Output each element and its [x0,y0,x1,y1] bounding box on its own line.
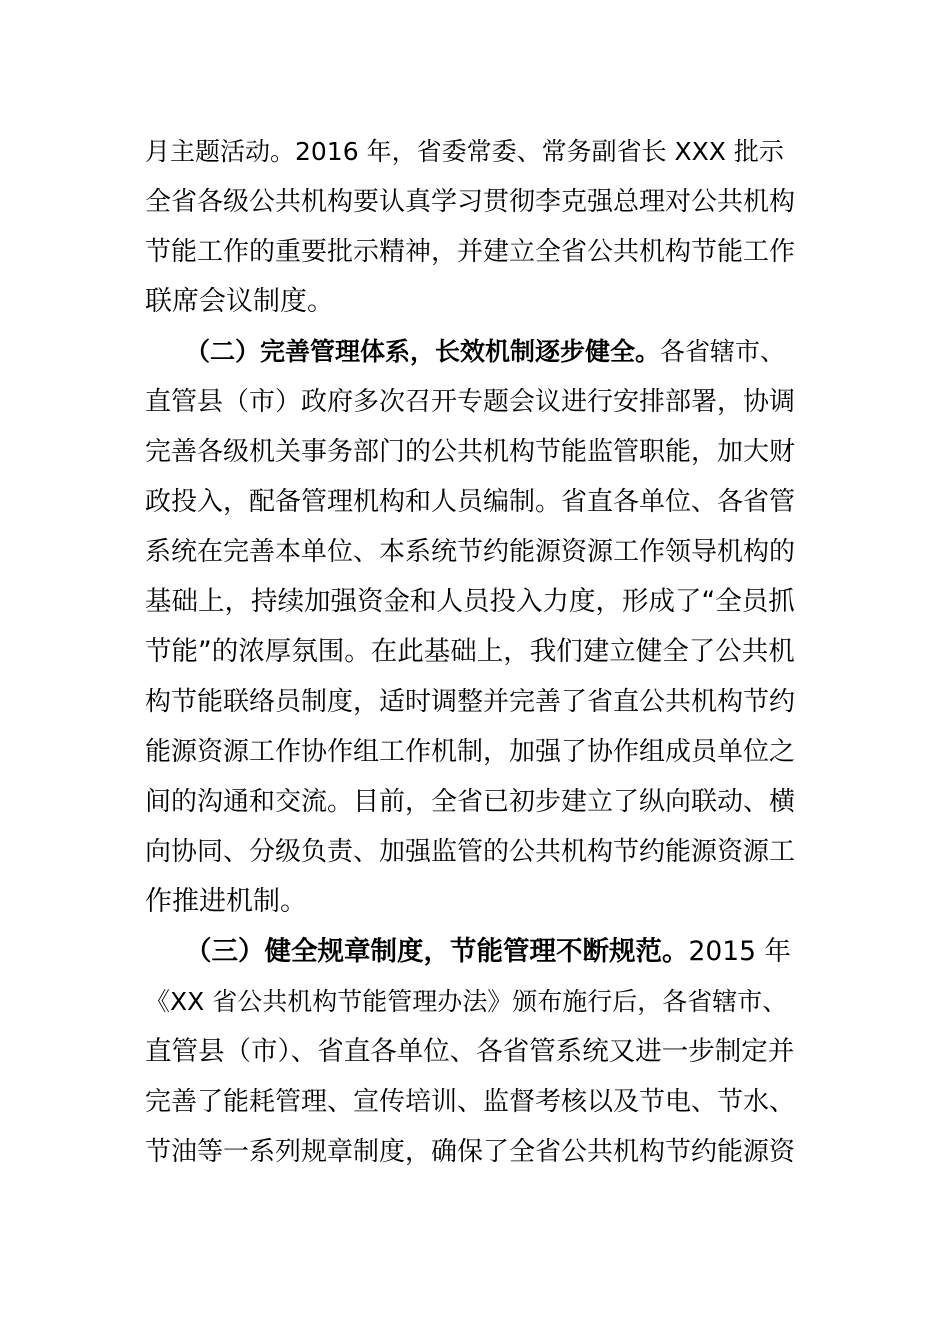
text-line: 《XX 省公共机构节能管理办法》颁布施行后，各省辖市、 [145,987,788,1016]
text-line: 基础上，持续加强资金和人员投入力度，形成了“全员抓 [145,586,795,617]
text-line: 政投入，配备管理机构和人员编制。省直各单位、各省管 [145,487,795,517]
section-3-first-line [185,936,795,968]
section-3-lead-text: 2015 年 [688,936,791,967]
text-line: 节油等一系列规章制度，确保了全省公共机构节约能源资 [145,1137,795,1167]
section-2-heading: （二）完善管理体系，长效机制逐步健全。 [185,337,661,366]
text-line: 直管县（市）、省直各单位、各省管系统又进一步制定并 [145,1036,795,1067]
section-2-first-line [185,336,795,368]
text-line: 完善各级机关事务部门的公共机构节能监管职能，加大财 [145,437,795,467]
text-line: 能源资源工作协作组工作机制，加强了协作组成员单位之 [145,737,795,767]
text-line: 节能”的浓厚氛围。在此基础上，我们建立健全了公共机 [145,636,795,667]
section-3-heading: （三）健全规章制度，节能管理不断规范。 [185,936,689,967]
text-line: 构节能联络员制度，适时调整并完善了省直公共机构节约 [145,687,795,717]
text-line: 节能工作的重要批示精神，并建立全省公共机构节能工作 [145,237,795,267]
text-line: 直管县（市）政府多次召开专题会议进行安排部署，协调 [145,387,795,417]
text-line: 系统在完善本单位、本系统节约能源资源工作领导机构的 [145,537,795,567]
text-line: 全省各级公共机构要认真学习贯彻李克强总理对公共机构 [145,187,795,217]
text-line: 完善了能耗管理、宣传培训、监督考核以及节电、节水、 [145,1087,795,1117]
text-line: 月主题活动。2016 年，省委常委、常务副省长 XXX 批示 [145,137,784,166]
section-2-lead-text: 各省辖市、 [660,337,786,366]
text-line: 间的沟通和交流。目前，全省已初步建立了纵向联动、横 [145,787,795,817]
text-line: 联席会议制度。 [145,286,334,317]
text-line: 作推进机制。 [145,886,307,917]
text-line: 向协同、分级负责、加强监管的公共机构节约能源资源工 [145,837,795,867]
